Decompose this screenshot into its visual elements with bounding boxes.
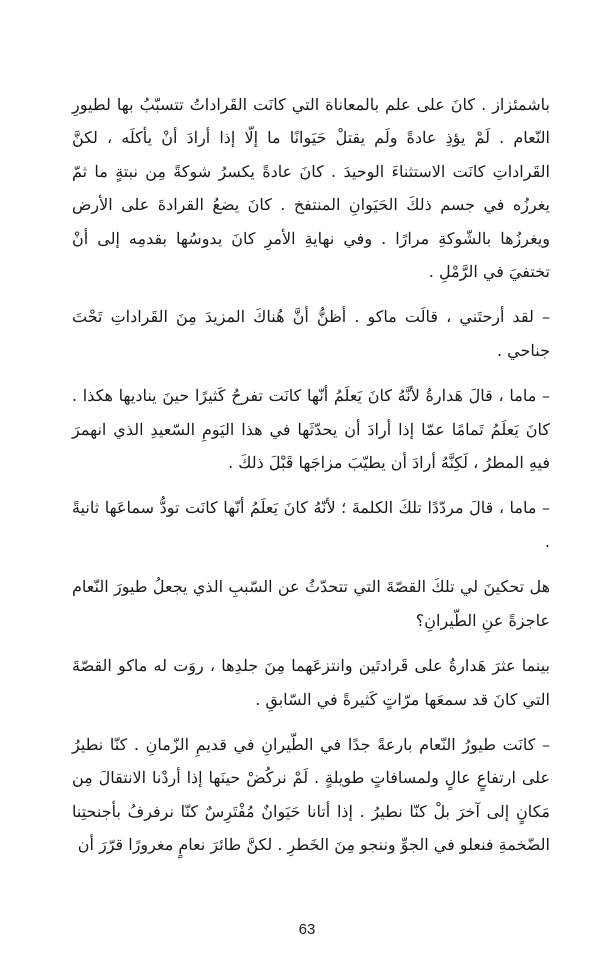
page-number: 63 (298, 921, 316, 938)
paragraph-4: – ماما ، قالَ مردّدًا تلكَ الكلمةَ ؛ لأنّهُ كانَ يَعلَمُ أنّها كانَت تودُّ سماعَها ثانيةً . (72, 498, 550, 551)
paragraph-6: بينما عثرَ هَدارةُ على قَرادتَين وانتزعَهما مِنَ جلدِها ، روَت له ماكو القصّةَ التي كانَ قد سمعَها مرّاتٍ كَثيرةً في السّابقِ . (72, 656, 550, 709)
page-body (72, 88, 550, 874)
paragraph-3: – ماما ، قالَ هَدارةُ لأنَّهُ كانَ يَعلَمُ أنّها كانَت تفرحُ كَثيرًا حينَ يناديها هكذا . كانَ يَعلَمُ تَمامًا عمّا إذا أرادَ أن يحدّثَها في هذا اليَومِ السّعيدِ الذي انهمرَ فيهِ المطرُ ، لَكِنَّهُ أرادَ أن يطيّبَ مزاجَها قَبْلَ ذلكَ . (72, 386, 550, 473)
paragraph-7: – كانَت طيورُ النّعام بارعةً جدًا في الطّيرانِ في قديمِ الزّمانِ . كنّا نطيرُ على ارتفاعٍ عالٍ ولمسافاتٍ طويلةٍ . لَمْ نركُضْ حينَها إذا أردْنا الانتقالَ مِن مَكانٍ إلى آخرَ بلْ كنّا نطيرُ . إذا أتانا حَيَوانٌ مُفْتَرِسٌ كنّا نرفرفُ بأجنحتِنا الضّخمةِ فنعلو في الجوِّ وننجو مِنَ الخَطرِ . لكنَّ طائرَ نعامٍ مغرورًا قرّرَ أن (72, 734, 550, 855)
paragraph-2: – لقد أرحتَني ، قالَت ماكو . أظنُّ أنَّ هُناكَ المزيدَ مِنَ القَراداتِ تَحْتَ جناحي . (72, 307, 550, 360)
paragraph-5: هل تحكينَ لي تلكَ القصّةَ التي تتحدّثُ عن السّببِ الذي يجعلُ طيورَ النّعام عاجزةً عنِ الطّيرانِ؟ (72, 577, 550, 630)
paragraph-1: باشمئزاز . كانَ على علم بالمعاناة التي كانَت القَراداتُ تتسبّبُ بها لطيورِ النّعام . لَمْ يؤذِ عادةً ولَم يقتلْ حَيَوانًا ما إلّا إذا أرادَ أنْ يأكلَه ، لكنَّ القَراداتِ كانَت الاستثناءَ الوحيدَ . كانَ عادةً يكسرُ شوكةً مِن نبتةٍ ما ثمّ يغرزُه في جسم ذلكَ الحَيَوانِ المنتفخ . كانَ يضعُ القرادةَ على الأرض ويغرزُها بالشّوكةِ مرارًا . وفي نهايةِ الأمرِ كانَ يدوسُها بقدمِه إلى أنْ تختفيَ في الرَّمْلِ . (72, 95, 551, 282)
